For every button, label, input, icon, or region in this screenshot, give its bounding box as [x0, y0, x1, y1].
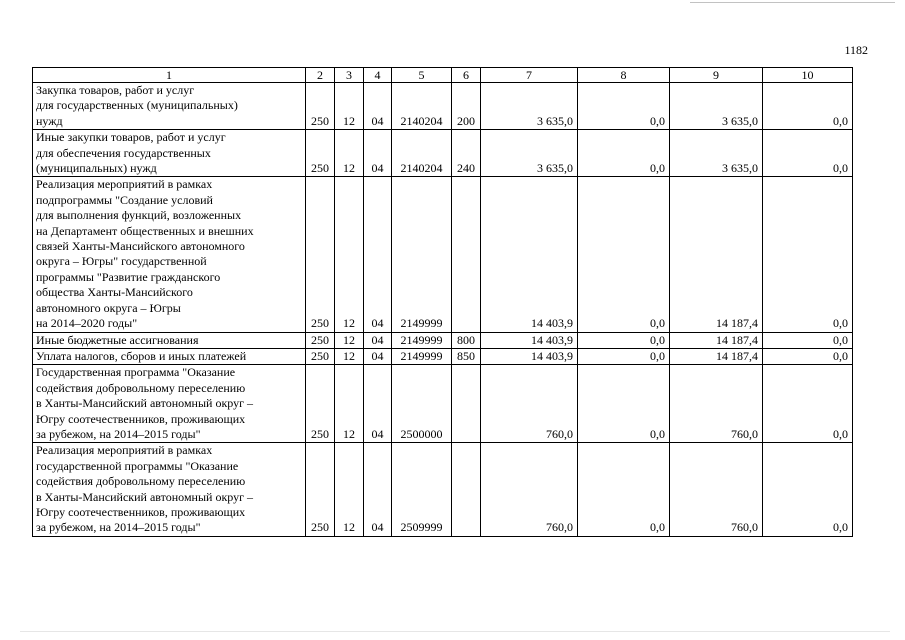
- admin-code-cell: 250: [306, 348, 335, 364]
- target-article-cell: 2149999: [392, 348, 452, 364]
- amount-col10-cell: 0,0: [763, 332, 853, 348]
- description-line: Реализация мероприятий в рамках: [36, 177, 213, 192]
- subsection-cell: 04: [364, 177, 392, 332]
- description-line: Иные закупки товаров, работ и услуг: [36, 130, 226, 145]
- description-line: нужд: [36, 113, 63, 128]
- amount-col10-cell: 0,0: [763, 83, 853, 130]
- description-line: округа – Югры" государственной: [36, 254, 207, 269]
- description-line: содействия добровольному переселению: [36, 474, 246, 489]
- amount-col7-cell: 3 635,0: [481, 130, 578, 177]
- subsection-cell: 04: [364, 348, 392, 364]
- description-line: за рубежом, на 2014–2015 годы": [36, 520, 201, 535]
- amount-col7-cell: 3 635,0: [481, 83, 578, 130]
- expense-type-cell: 850: [452, 348, 481, 364]
- target-article-cell: 2140204: [392, 130, 452, 177]
- column-header: 5: [392, 68, 452, 83]
- section-cell: 12: [335, 177, 364, 332]
- column-header: 4: [364, 68, 392, 83]
- row-description: [33, 443, 306, 536]
- amount-col9-cell: 14 187,4: [670, 348, 763, 364]
- table-row: [33, 83, 853, 130]
- description-line: автономного округа – Югры: [36, 300, 181, 315]
- description-line: для государственных (муниципальных): [36, 98, 238, 113]
- table-row: [33, 443, 853, 536]
- amount-col9-cell: 3 635,0: [670, 130, 763, 177]
- amount-col8-cell: 0,0: [578, 332, 670, 348]
- description-line: Иные бюджетные ассигнования: [36, 332, 199, 347]
- description-line: подпрограммы "Создание условий: [36, 192, 213, 207]
- admin-code-cell: 250: [306, 365, 335, 443]
- description-line: (муниципальных) нужд: [36, 161, 157, 176]
- description-line: в Ханты-Мансийский автономный округ –: [36, 396, 254, 411]
- description-line: Уплата налогов, сборов и иных платежей: [36, 348, 247, 363]
- description-line: в Ханты-Мансийский автономный округ –: [36, 489, 254, 504]
- amount-col9-cell: 3 635,0: [670, 83, 763, 130]
- expense-type-cell: 240: [452, 130, 481, 177]
- table-row: [33, 348, 853, 364]
- row-description: [33, 83, 306, 130]
- subsection-cell: 04: [364, 332, 392, 348]
- amount-col9-cell: 14 187,4: [670, 332, 763, 348]
- column-header: 1: [33, 68, 306, 83]
- amount-col8-cell: 0,0: [578, 365, 670, 443]
- amount-col7-cell: 760,0: [481, 443, 578, 536]
- target-article-cell: 2500000: [392, 365, 452, 443]
- description-line: для выполнения функций, возложенных: [36, 208, 242, 223]
- description-line: Югру соотечественников, проживающих: [36, 504, 246, 519]
- table-row: [33, 130, 853, 177]
- amount-col9-cell: 760,0: [670, 443, 763, 536]
- amount-col7-cell: 760,0: [481, 365, 578, 443]
- description-line: Закупка товаров, работ и услуг: [36, 83, 195, 97]
- column-header: 8: [578, 68, 670, 83]
- expense-type-cell: 200: [452, 83, 481, 130]
- description-line: Государственная программа "Оказание: [36, 365, 236, 380]
- expense-type-cell: 800: [452, 332, 481, 348]
- column-header: 2: [306, 68, 335, 83]
- section-cell: 12: [335, 130, 364, 177]
- row-description: [33, 177, 306, 332]
- subsection-cell: 04: [364, 443, 392, 536]
- row-description: [33, 332, 306, 348]
- expense-type-cell: [452, 365, 481, 443]
- admin-code-cell: 250: [306, 443, 335, 536]
- amount-col8-cell: 0,0: [578, 83, 670, 130]
- row-description: [33, 348, 306, 364]
- section-cell: 12: [335, 348, 364, 364]
- description-line: за рубежом, на 2014–2015 годы": [36, 426, 201, 441]
- description-line: для обеспечения государственных: [36, 145, 211, 160]
- amount-col7-cell: 14 403,9: [481, 348, 578, 364]
- budget-table: [32, 67, 853, 537]
- admin-code-cell: 250: [306, 177, 335, 332]
- target-article-cell: 2149999: [392, 332, 452, 348]
- subsection-cell: 04: [364, 365, 392, 443]
- description-line: программы "Развитие гражданского: [36, 269, 221, 284]
- admin-code-cell: 250: [306, 130, 335, 177]
- target-article-cell: 2149999: [392, 177, 452, 332]
- description-line: содействия добровольному переселению: [36, 380, 246, 395]
- amount-col10-cell: 0,0: [763, 130, 853, 177]
- expense-type-cell: [452, 177, 481, 332]
- admin-code-cell: 250: [306, 83, 335, 130]
- amount-col7-cell: 14 403,9: [481, 332, 578, 348]
- table-row: [33, 332, 853, 348]
- amount-col8-cell: 0,0: [578, 130, 670, 177]
- table-row: [33, 365, 853, 443]
- column-header: 9: [670, 68, 763, 83]
- admin-code-cell: 250: [306, 332, 335, 348]
- amount-col9-cell: 14 187,4: [670, 177, 763, 332]
- subsection-cell: 04: [364, 83, 392, 130]
- amount-col10-cell: 0,0: [763, 365, 853, 443]
- amount-col10-cell: 0,0: [763, 177, 853, 332]
- table-body: [33, 83, 853, 537]
- amount-col8-cell: 0,0: [578, 443, 670, 536]
- column-header: 3: [335, 68, 364, 83]
- description-line: связей Ханты-Мансийского автономного: [36, 239, 245, 254]
- column-header: 7: [481, 68, 578, 83]
- table-row: [33, 177, 853, 332]
- section-cell: 12: [335, 365, 364, 443]
- description-line: Югру соотечественников, проживающих: [36, 411, 246, 426]
- amount-col10-cell: 0,0: [763, 348, 853, 364]
- column-header: 6: [452, 68, 481, 83]
- description-line: общества Ханты-Мансийского: [36, 285, 193, 300]
- page-number: 1182: [844, 43, 868, 57]
- description-line: государственной программы "Оказание: [36, 458, 239, 473]
- section-cell: 12: [335, 83, 364, 130]
- column-header: 10: [763, 68, 853, 83]
- section-cell: 12: [335, 332, 364, 348]
- row-description: [33, 365, 306, 443]
- expense-type-cell: [452, 443, 481, 536]
- row-description: [33, 130, 306, 177]
- header-row: [33, 68, 853, 83]
- description-line: на Департамент общественных и внешних: [36, 223, 254, 238]
- amount-col10-cell: 0,0: [763, 443, 853, 536]
- amount-col7-cell: 14 403,9: [481, 177, 578, 332]
- subsection-cell: 04: [364, 130, 392, 177]
- description-line: Реализация мероприятий в рамках: [36, 443, 213, 458]
- description-line: на 2014–2020 годы": [36, 316, 138, 331]
- section-cell: 12: [335, 443, 364, 536]
- amount-col8-cell: 0,0: [578, 348, 670, 364]
- target-article-cell: 2140204: [392, 83, 452, 130]
- amount-col9-cell: 760,0: [670, 365, 763, 443]
- target-article-cell: 2509999: [392, 443, 452, 536]
- amount-col8-cell: 0,0: [578, 177, 670, 332]
